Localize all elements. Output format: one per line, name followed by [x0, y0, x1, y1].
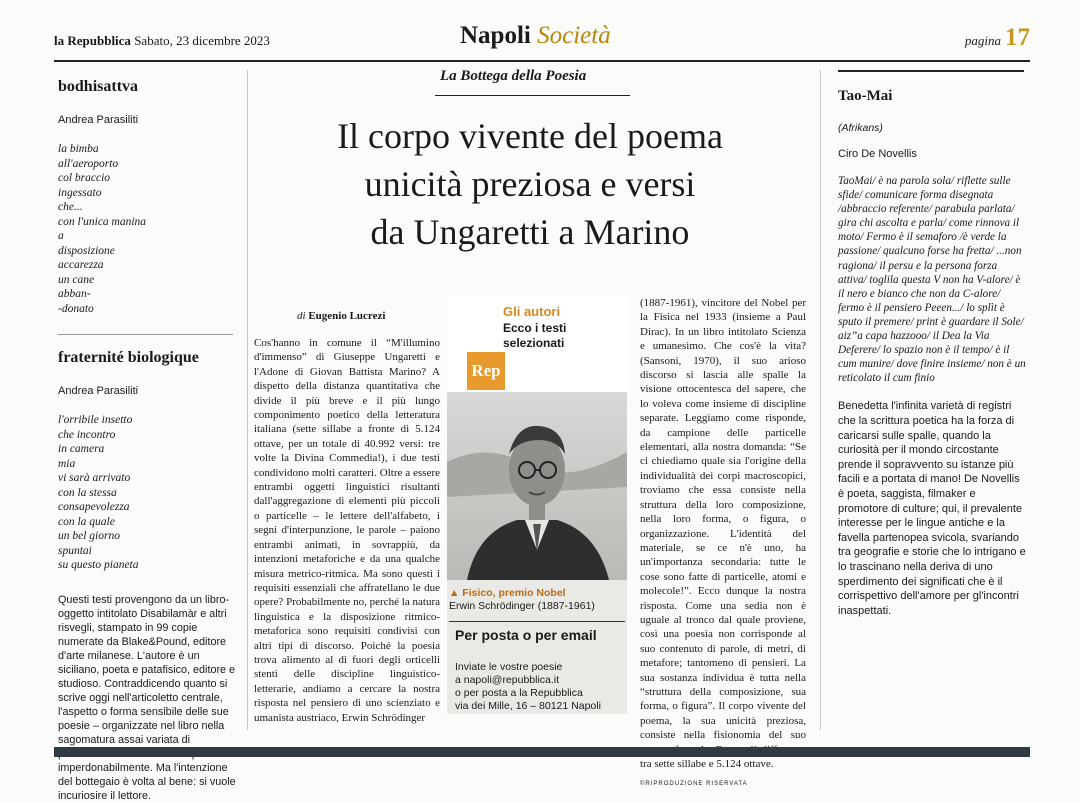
headline-line: Il corpo vivente del poema — [337, 116, 723, 156]
poem-line: consapevolezza — [58, 501, 130, 513]
submission-email[interactable]: a napoli@repubblica.it — [455, 674, 560, 686]
headline-line: da Ungaretti a Marino — [370, 212, 690, 252]
submission-address: via dei Mille, 16 – 80121 Napoli — [455, 700, 601, 712]
newspaper-brand: la Repubblica — [54, 33, 131, 48]
poem-author: Ciro De Novellis — [838, 148, 917, 160]
section-label: Società — [537, 22, 611, 49]
masthead — [0, 0, 1080, 60]
right-column — [838, 70, 1028, 618]
section-header — [460, 22, 611, 50]
column-kicker: La Bottega della Poesia — [440, 68, 587, 84]
poem-line: accarezza — [58, 259, 104, 271]
byline-prefix: di — [297, 310, 306, 322]
poem-line: vi sarà arrivato — [58, 472, 131, 484]
poem-line: su questo pianeta — [58, 559, 139, 571]
poem-line: spuntai — [58, 544, 92, 557]
issue-date: Sabato, 23 dicembre 2023 — [134, 33, 270, 48]
caption-title: ▲ Fisico, premio Nobel — [449, 587, 566, 599]
poem-title: fraternité biologique — [58, 349, 199, 366]
submission-info — [455, 661, 627, 713]
poem-line: -donato — [58, 302, 94, 315]
copyright-note: ©RIPRODUZIONE RISERVATA — [640, 781, 748, 788]
box-subtitle: Ecco i testi selezionati — [503, 321, 567, 350]
left-column — [58, 70, 238, 803]
poem-title: Tao-Mai — [838, 88, 893, 104]
poem-line: la bimba — [58, 143, 99, 155]
poem-line: all'aeroporto — [58, 157, 119, 170]
submission-line: Inviate le vostre poesie — [455, 661, 563, 673]
article-column-2 — [640, 296, 806, 792]
header-rule — [54, 60, 1030, 62]
byline — [297, 310, 385, 322]
divider — [58, 334, 233, 335]
authors-box — [447, 296, 627, 714]
editor-note: Questi testi provengono da un libro-oggetto intitolato Disabilamàr e altri risvegli, stampato in 99 copie numerate da Blake&Pound, editore d'arte milanese. L'autore è un siciliano, poeta e patafisico, editore e studioso. Contraddicendo quanto si scrive oggi nell'articoletto centrale, l'aspetto o forma sensibile delle sue poesie – organizzate nel libro nella sagomatura assai variata di imperdonabilmente. Ma l'intenzione del bottegaio è volta al bene: si vuole incuriosire il lettore. — [58, 593, 236, 802]
poem-line: abban- — [58, 288, 91, 300]
page-label: pagina — [964, 33, 1001, 48]
poem-body: TaoMai/ è na parola sola/ riflette sulle sfide/ comunicare forma disegnata /abbraccio referente/ parabula parlata/ gira chi ascolta e parla/ come rinnova il moto/ Fermo è il semaforo /è verde la passione/ qualcuno forse ha fretta/ ...non ragiona/ il persu e la persona forza attiva/ toglila questa V non ha V-alore/ è il nero e bianco che non da C-alore/ fermo è il pensiero Peeen.../ lo splìt è sputo il premere/ print è guardare il Sole/ aiz”a capa hazzooo/ il Dea la Via Deferere/ lo spazio non è il tempo/ è il cum munire/ dove finire insieme/ non è un reticolato il cum finio — [838, 175, 1026, 385]
bottom-band — [54, 747, 1030, 757]
poem-line: con la stessa — [58, 486, 117, 499]
submission-line: o per posta a la Repubblica — [455, 687, 583, 699]
poem-line: col braccio — [58, 172, 111, 184]
photo-caption — [449, 587, 625, 613]
poem-line: che... — [58, 201, 83, 213]
box-rule — [449, 621, 625, 622]
headline-line: unicità preziosa e versi — [364, 164, 696, 204]
article-column-2-text: (1887-1961), vincitore del Nobel per la Fisica nel 1933 (insieme a Paul Dirac). In un libro intitolato Scienza e umanesimo. Che cos'è la vita? (Sansoni, 1970), il suo arioso discorso si lascia alle spalle la visione ottocentesca del sapere, che lo voleva come insieme di discipline separate. Leggiamo come risponde, da campione delle particelle elementari, alla nostra domanda: “Se ci chiediamo quale sia l'origine della individualità dei corpi macroscopici, troviamo che essa consiste nella struttura della loro composizione, nella loro forma, o figura, o organizzazione. L'identità del materiale, se ce n'è uno, ha un'importanza secondaria: tutte le cose sono fatte di particelle, atomi e molecole!”. Ecco dunque la nostra risposta. Come una sedia non è uguale al tronco dal quale proviene, così una poesia non corrisponde al suo contenuto di parole, di metri, di metafore; tantomeno di pensieri. La sua sostanza individua è tutta nella “struttura della composizione, sua forma, o figura”. Il corpo vivente del poema, la sua unicità preziosa, consiste nella fisionomia del suo tra sette sillabe e 5.124 ottave. — [640, 297, 806, 770]
page-indicator — [965, 24, 1030, 52]
poem-line: con la quale — [58, 515, 115, 528]
masthead-left — [54, 33, 270, 49]
poem-line: che incontro — [58, 428, 116, 441]
editor-note: Benedetta l'infinita varietà di registri che la scrittura poetica ha la forza di caricarsi sulle spalle, quando la curiosità per il mondo circostante prende il sopravvento su istanze più facili e a portata di mano! De Novellis è poeta, saggista, filmaker e promotore di culture; qui, il prevalente interesse per le lingue antiche e la favella partenopea svicola, svariando tra geografie e storie che lo intrigano e lo trascinano nella deriva di uno sperdimento dei significati che è il corrispettivo dell'amore per gl'incontri inaspettati. — [838, 400, 1026, 617]
poem-line: mia — [58, 457, 76, 470]
caption-text: Erwin Schrödinger (1887-1961) — [449, 600, 595, 612]
city-label: Napoli — [460, 22, 531, 49]
byline-author: Eugenio Lucrezi — [308, 310, 386, 322]
poem-line: con l'unica manina — [58, 215, 147, 228]
headline — [285, 112, 775, 256]
poem-line: a — [58, 230, 64, 242]
poem-line: disposizione — [58, 244, 115, 257]
poem-line: un bel giorno — [58, 530, 120, 542]
page-number: 17 — [1005, 24, 1030, 51]
poem-line: l'orribile insetto — [58, 414, 133, 426]
portrait-photo — [447, 392, 627, 580]
kicker-rule — [435, 95, 630, 96]
poem-title: bodhisattva — [58, 78, 139, 95]
column-divider — [820, 70, 821, 730]
rep-logo: Rep — [467, 352, 505, 390]
poem-language: (Afrikans) — [838, 122, 883, 134]
poem-author: Andrea Parasiliti — [58, 114, 139, 126]
box-tag: Gli autori — [503, 304, 561, 319]
poem-body — [58, 142, 238, 316]
poem-line: in camera — [58, 443, 105, 455]
poem-line: ingessato — [58, 186, 102, 199]
poem-line: un cane — [58, 273, 95, 286]
column-rule — [838, 70, 1024, 72]
article-column-1: Cos'hanno in comune il “M'illumino d'immenso” di Giuseppe Ungaretti e l'Adone di Giovan Battista Marino? A dispetto della distanza quantitativa che divide il più breve e il più lungo componimento poetico della letteratura italiana (sette sillabe a fronte di 5.124 ottave, per un totale di 40.992 versi: tre volte la Divina Commedia!), i due testi condividono molti caratteri. Oltre a essere entrambi oggetti linguistici risultanti dall'aggregazione di elementi più piccoli o particelle – le lettere dell'alfabeto, i segni d'interpunzione, le parole – paiono entrambi animati, in sovrappiù, da intenzioni metaforiche e da una qualche misura metrico-ritmica. Ma sono questi i requisiti essenziali che affratellano le due opere? Probabilmente no, perché la natura linguistica e la disposizione ritmico-metaforica sono requisiti condivisi con altri tipi di discorso. Poiché la poesia trova alimento al di fuori degli orticelli stenti delle discipline linguistico-letterarie, andiamo a cercare la nostra risposta nel pensiero di uno scienziato e umanista austriaco, Erwin Schrödinger — [254, 337, 440, 724]
column-divider — [247, 70, 248, 730]
poem-author: Andrea Parasiliti — [58, 385, 139, 397]
submission-title: Per posta o per email — [455, 627, 597, 643]
poem-body — [58, 413, 238, 573]
box-header — [447, 296, 627, 392]
